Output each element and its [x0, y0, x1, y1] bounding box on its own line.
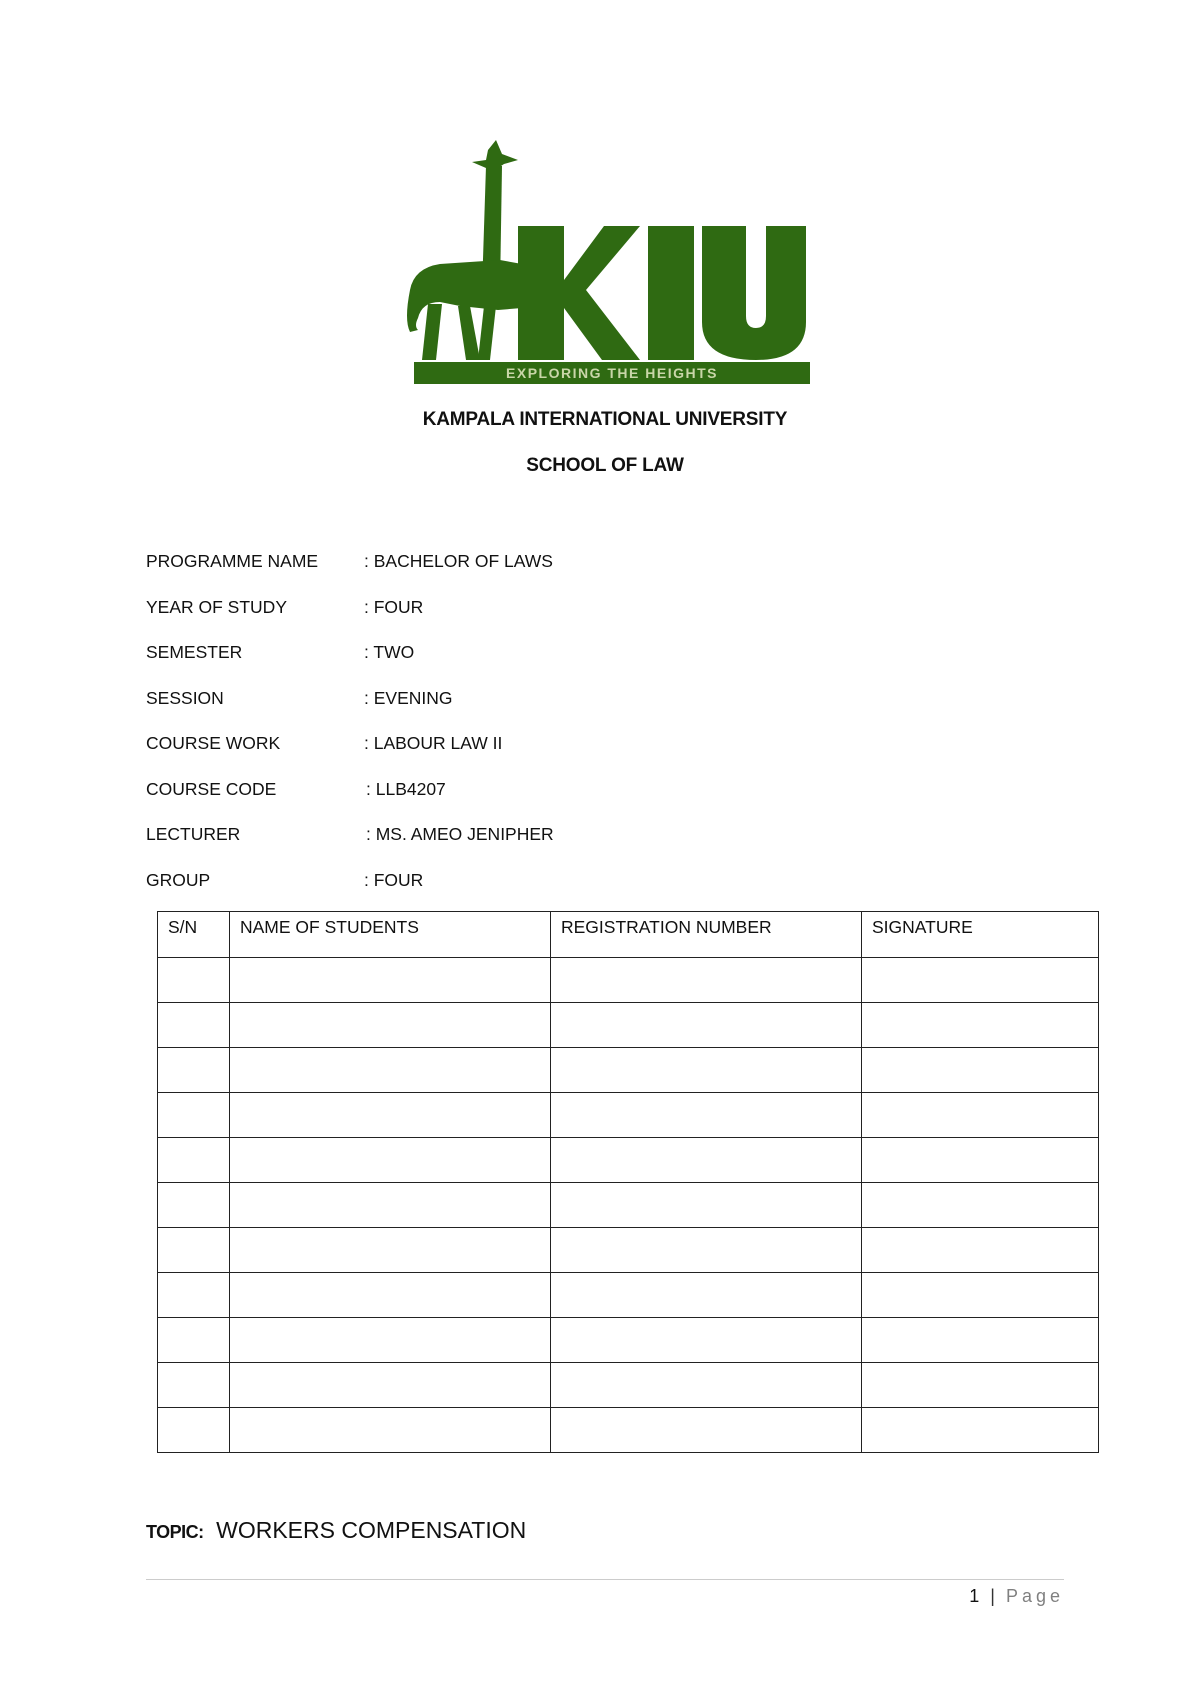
table-cell	[862, 958, 1099, 1003]
table-cell	[158, 1408, 230, 1453]
kiu-logo	[400, 140, 810, 390]
table-cell	[862, 1003, 1099, 1048]
header-sn: S/N	[158, 912, 230, 958]
detail-label: COURSE CODE	[146, 778, 277, 799]
detail-value: : LLB4207	[366, 778, 446, 799]
table-cell	[230, 1048, 551, 1093]
table-cell	[230, 1138, 551, 1183]
table-cell	[862, 1138, 1099, 1183]
students-table	[157, 911, 1099, 1453]
table-cell	[230, 958, 551, 1003]
table-row	[158, 1318, 1099, 1363]
table-cell	[158, 1048, 230, 1093]
header-registration: REGISTRATION NUMBER	[551, 912, 862, 958]
detail-label: COURSE WORK	[146, 733, 281, 753]
detail-label: SESSION	[146, 687, 224, 708]
table-cell	[230, 1183, 551, 1228]
detail-value: : FOUR	[364, 869, 424, 890]
table-cell	[551, 1183, 862, 1228]
table-cell	[230, 1318, 551, 1363]
table-cell	[551, 1048, 862, 1093]
table-cell	[158, 1183, 230, 1228]
table-row	[158, 1408, 1099, 1453]
detail-label: LECTURER	[146, 824, 241, 844]
topic-value: WORKERS COMPENSATION	[216, 1517, 527, 1543]
table-cell	[862, 1273, 1099, 1318]
table-cell	[862, 1183, 1099, 1228]
detail-value: : BACHELOR OF LAWS	[364, 551, 553, 571]
table-cell	[158, 1003, 230, 1048]
page-word: Page	[1005, 1586, 1064, 1606]
table-cell	[158, 958, 230, 1003]
university-name: KAMPALA INTERNATIONAL UNIVERSITY	[422, 409, 788, 430]
table-cell	[158, 1093, 230, 1138]
table-cell	[551, 1138, 862, 1183]
table-cell	[158, 1363, 230, 1408]
table-cell	[551, 1408, 862, 1453]
table-row	[158, 1183, 1099, 1228]
table-cell	[862, 1318, 1099, 1363]
table-cell	[230, 1363, 551, 1408]
table-cell	[862, 1228, 1099, 1273]
table-cell	[551, 1093, 862, 1138]
footer-divider	[146, 1579, 1064, 1580]
table-cell	[551, 1003, 862, 1048]
table-row	[158, 1363, 1099, 1408]
detail-value: : EVENING	[364, 687, 453, 708]
detail-value: : FOUR	[364, 596, 424, 617]
table-cell	[158, 1273, 230, 1318]
table-cell	[230, 1273, 551, 1318]
table-cell	[551, 1318, 862, 1363]
page-number: 1	[969, 1586, 980, 1606]
table-cell	[862, 1408, 1099, 1453]
table-row	[158, 1093, 1099, 1138]
table-cell	[862, 1048, 1099, 1093]
topic	[146, 1517, 526, 1544]
table-row	[158, 1048, 1099, 1093]
detail-value: : TWO	[364, 642, 415, 662]
table-cell	[551, 1273, 862, 1318]
table-cell	[230, 1228, 551, 1273]
table-cell	[230, 1408, 551, 1453]
page-footer	[969, 1586, 1064, 1607]
table-cell	[551, 1228, 862, 1273]
table-cell	[230, 1003, 551, 1048]
logo-tagline: EXPLORING THE HEIGHTS	[506, 365, 718, 381]
table-cell	[230, 1093, 551, 1138]
table-cell	[551, 1363, 862, 1408]
table-cell	[862, 1363, 1099, 1408]
detail-value: : LABOUR LAW II	[364, 733, 503, 753]
footer-separator: |	[990, 1586, 995, 1606]
table-row	[158, 1228, 1099, 1273]
topic-label: TOPIC:	[146, 1522, 204, 1542]
detail-label: YEAR OF STUDY	[146, 596, 287, 617]
table-row	[158, 1273, 1099, 1318]
table-header-row	[158, 912, 1099, 958]
detail-label: PROGRAMME NAME	[146, 551, 319, 571]
table-cell	[551, 958, 862, 1003]
table-row	[158, 1138, 1099, 1183]
detail-value: : MS. AMEO JENIPHER	[366, 824, 554, 844]
detail-label: GROUP	[146, 869, 211, 890]
table-cell	[158, 1138, 230, 1183]
table-cell	[862, 1093, 1099, 1138]
table-row	[158, 1003, 1099, 1048]
detail-label: SEMESTER	[146, 642, 243, 662]
table-cell	[158, 1318, 230, 1363]
school-name: SCHOOL OF LAW	[526, 455, 684, 476]
header-name: NAME OF STUDENTS	[230, 912, 551, 958]
table-cell	[158, 1228, 230, 1273]
table-row	[158, 958, 1099, 1003]
header-signature: SIGNATURE	[862, 912, 1099, 958]
